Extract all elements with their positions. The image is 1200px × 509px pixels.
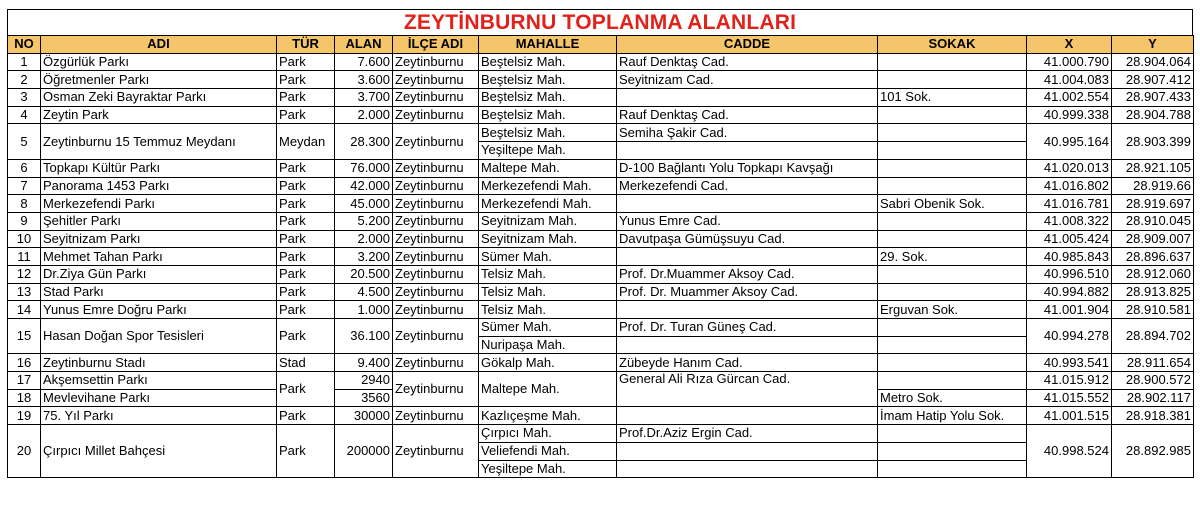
- cell-mahalle: Çırpıcı Mah.: [479, 425, 617, 443]
- cell-mahalle: Yeşiltepe Mah.: [479, 142, 617, 160]
- cell-sokak: [878, 442, 1027, 460]
- cell-adi: Yunus Emre Doğru Parkı: [41, 301, 277, 319]
- cell-adi: Mehmet Tahan Parkı: [41, 248, 277, 266]
- cell-mahalle: Merkezefendi Mah.: [479, 195, 617, 213]
- table-row: [8, 354, 1194, 372]
- table-row: [8, 319, 1194, 337]
- cell-y: 28.903.399: [1112, 124, 1194, 159]
- cell-sokak: Metro Sok.: [878, 389, 1027, 407]
- cell-tur: Meydan: [277, 124, 335, 159]
- cell-alan: 4.500: [335, 283, 393, 301]
- cell-no: 12: [8, 265, 41, 283]
- cell-tur: Park: [277, 159, 335, 177]
- cell-sokak: [878, 265, 1027, 283]
- cell-sokak: [878, 372, 1027, 390]
- cell-x: 41.004.083: [1027, 71, 1112, 89]
- cell-no: 10: [8, 230, 41, 248]
- cell-cadde: [617, 195, 878, 213]
- cell-no: 15: [8, 319, 41, 354]
- cell-tur: Park: [277, 212, 335, 230]
- col-header-adi: ADI: [41, 36, 277, 54]
- cell-tur: Park: [277, 425, 335, 478]
- cell-sokak: [878, 53, 1027, 71]
- cell-tur: Park: [277, 230, 335, 248]
- cell-x: 41.001.515: [1027, 407, 1112, 425]
- cell-sokak: [878, 142, 1027, 160]
- cell-x: 41.002.554: [1027, 89, 1112, 107]
- cell-no: 3: [8, 89, 41, 107]
- col-header-no: NO: [8, 36, 41, 54]
- cell-adi: 75. Yıl Parkı: [41, 407, 277, 425]
- cell-alan: 42.000: [335, 177, 393, 195]
- cell-no: 14: [8, 301, 41, 319]
- cell-alan: 2940: [335, 372, 393, 390]
- cell-tur: Park: [277, 177, 335, 195]
- col-header-ilce: İLÇE ADI: [393, 36, 479, 54]
- cell-tur: Park: [277, 248, 335, 266]
- cell-ilce: Zeytinburnu: [393, 195, 479, 213]
- cell-x: 40.993.541: [1027, 354, 1112, 372]
- cell-cadde: Prof. Dr. Turan Güneş Cad.: [617, 319, 878, 337]
- cell-x: 41.020.013: [1027, 159, 1112, 177]
- cell-ilce: Zeytinburnu: [393, 124, 479, 159]
- cell-ilce: Zeytinburnu: [393, 425, 479, 478]
- cell-tur: Park: [277, 407, 335, 425]
- cell-y: 28.902.117: [1112, 389, 1194, 407]
- table-row: [8, 177, 1194, 195]
- cell-alan: 36.100: [335, 319, 393, 354]
- cell-ilce: Zeytinburnu: [393, 265, 479, 283]
- cell-cadde: Zübeyde Hanım Cad.: [617, 354, 878, 372]
- cell-ilce: Zeytinburnu: [393, 212, 479, 230]
- table-row: [8, 230, 1194, 248]
- table-row: [8, 425, 1194, 443]
- cell-alan: 9.400: [335, 354, 393, 372]
- cell-no: 18: [8, 389, 41, 407]
- cell-no: 6: [8, 159, 41, 177]
- cell-sokak: [878, 460, 1027, 478]
- col-header-cadde: CADDE: [617, 36, 878, 54]
- cell-no: 13: [8, 283, 41, 301]
- cell-mahalle: Seyitnizam Mah.: [479, 212, 617, 230]
- cell-tur: Park: [277, 301, 335, 319]
- cell-ilce: Zeytinburnu: [393, 301, 479, 319]
- cell-mahalle: Beştelsiz Mah.: [479, 71, 617, 89]
- table-row: [8, 89, 1194, 107]
- cell-y: 28.913.825: [1112, 283, 1194, 301]
- cell-adi: Öğretmenler Parkı: [41, 71, 277, 89]
- cell-alan: 45.000: [335, 195, 393, 213]
- cell-sokak: 29. Sok.: [878, 248, 1027, 266]
- cell-no: 5: [8, 124, 41, 159]
- cell-tur: Park: [277, 71, 335, 89]
- cell-sokak: [878, 106, 1027, 124]
- table-row: [8, 195, 1194, 213]
- header-row: [8, 36, 1194, 54]
- table-row: [8, 53, 1194, 71]
- cell-adi: Zeytin Park: [41, 106, 277, 124]
- cell-alan: 200000: [335, 425, 393, 478]
- cell-cadde: Seyitnizam Cad.: [617, 71, 878, 89]
- cell-adi: Osman Zeki Bayraktar Parkı: [41, 89, 277, 107]
- cell-ilce: Zeytinburnu: [393, 106, 479, 124]
- cell-y: 28.892.985: [1112, 425, 1194, 478]
- cell-mahalle: Veliefendi Mah.: [479, 442, 617, 460]
- cell-sokak: [878, 212, 1027, 230]
- cell-y: 28.919.697: [1112, 195, 1194, 213]
- cell-mahalle: Telsiz Mah.: [479, 283, 617, 301]
- cell-sokak: Erguvan Sok.: [878, 301, 1027, 319]
- cell-no: 20: [8, 425, 41, 478]
- table-row: [8, 212, 1194, 230]
- cell-mahalle: Sümer Mah.: [479, 319, 617, 337]
- cell-sokak: [878, 177, 1027, 195]
- cell-cadde: [617, 301, 878, 319]
- cell-mahalle: Telsiz Mah.: [479, 301, 617, 319]
- cell-no: 11: [8, 248, 41, 266]
- cell-ilce: Zeytinburnu: [393, 71, 479, 89]
- table-row: [8, 248, 1194, 266]
- cell-tur: Park: [277, 195, 335, 213]
- cell-alan: 30000: [335, 407, 393, 425]
- cell-mahalle: Beştelsiz Mah.: [479, 53, 617, 71]
- cell-tur: Park: [277, 89, 335, 107]
- cell-ilce: Zeytinburnu: [393, 159, 479, 177]
- cell-x: 41.008.322: [1027, 212, 1112, 230]
- cell-no: 19: [8, 407, 41, 425]
- cell-alan: 1.000: [335, 301, 393, 319]
- cell-no: 4: [8, 106, 41, 124]
- cell-mahalle: Merkezefendi Mah.: [479, 177, 617, 195]
- cell-y: 28.896.637: [1112, 248, 1194, 266]
- cell-y: 28.909.007: [1112, 230, 1194, 248]
- cell-adi: Zeytinburnu Stadı: [41, 354, 277, 372]
- cell-x: 40.995.164: [1027, 124, 1112, 159]
- cell-mahalle: Gökalp Mah.: [479, 354, 617, 372]
- cell-tur: Park: [277, 106, 335, 124]
- cell-cadde: Prof. Dr. Muammer Aksoy Cad.: [617, 283, 878, 301]
- cell-cadde: Semiha Şakir Cad.: [617, 124, 878, 142]
- cell-no: 9: [8, 212, 41, 230]
- cell-sokak: [878, 124, 1027, 142]
- cell-y: 28.904.788: [1112, 106, 1194, 124]
- table-row: [8, 106, 1194, 124]
- cell-adi: Hasan Doğan Spor Tesisleri: [41, 319, 277, 354]
- cell-mahalle: Nuripaşa Mah.: [479, 336, 617, 354]
- col-header-sokak: SOKAK: [878, 36, 1027, 54]
- cell-sokak: [878, 159, 1027, 177]
- cell-sokak: İmam Hatip Yolu Sok.: [878, 407, 1027, 425]
- cell-cadde: [617, 89, 878, 107]
- cell-sokak: [878, 425, 1027, 443]
- page-title: ZEYTİNBURNU TOPLANMA ALANLARI: [7, 9, 1193, 35]
- cell-cadde: [617, 248, 878, 266]
- cell-alan: 3560: [335, 389, 393, 407]
- cell-sokak: [878, 336, 1027, 354]
- cell-adi: Panorama 1453 Parkı: [41, 177, 277, 195]
- cell-sokak: [878, 230, 1027, 248]
- cell-alan: 5.200: [335, 212, 393, 230]
- cell-ilce: Zeytinburnu: [393, 319, 479, 354]
- cell-tur: Park: [277, 265, 335, 283]
- cell-adi: Çırpıcı Millet Bahçesi: [41, 425, 277, 478]
- cell-cadde: [617, 442, 878, 460]
- cell-no: 2: [8, 71, 41, 89]
- table-row: [8, 159, 1194, 177]
- cell-cadde: [617, 336, 878, 354]
- cell-mahalle: Beştelsiz Mah.: [479, 124, 617, 142]
- cell-alan: 2.000: [335, 230, 393, 248]
- cell-y: 28.910.581: [1112, 301, 1194, 319]
- cell-adi: Merkezefendi Parkı: [41, 195, 277, 213]
- cell-mahalle: Sümer Mah.: [479, 248, 617, 266]
- cell-no: 8: [8, 195, 41, 213]
- cell-mahalle: Seyitnizam Mah.: [479, 230, 617, 248]
- col-header-alan: ALAN: [335, 36, 393, 54]
- table-body: [8, 53, 1194, 478]
- cell-no: 17: [8, 372, 41, 390]
- cell-cadde: [617, 460, 878, 478]
- cell-sokak: [878, 354, 1027, 372]
- cell-adi: Akşemsettin Parkı: [41, 372, 277, 390]
- cell-ilce: Zeytinburnu: [393, 248, 479, 266]
- cell-cadde: D-100 Bağlantı Yolu Topkapı Kavşağı: [617, 159, 878, 177]
- cell-ilce: Zeytinburnu: [393, 407, 479, 425]
- cell-mahalle: Kazlıçeşme Mah.: [479, 407, 617, 425]
- cell-cadde: Prof.Dr.Aziz Ergin Cad.: [617, 425, 878, 443]
- cell-ilce: Zeytinburnu: [393, 372, 479, 407]
- cell-y: 28.919.66: [1112, 177, 1194, 195]
- cell-x: 40.996.510: [1027, 265, 1112, 283]
- cell-adi: Özgürlük Parkı: [41, 53, 277, 71]
- cell-cadde: Merkezefendi Cad.: [617, 177, 878, 195]
- cell-sokak: [878, 319, 1027, 337]
- col-header-tur: TÜR: [277, 36, 335, 54]
- cell-y: 28.911.654: [1112, 354, 1194, 372]
- cell-y: 28.910.045: [1112, 212, 1194, 230]
- cell-ilce: Zeytinburnu: [393, 177, 479, 195]
- cell-adi: Şehitler Parkı: [41, 212, 277, 230]
- table-row: [8, 283, 1194, 301]
- cell-tur: Park: [277, 372, 335, 407]
- cell-ilce: Zeytinburnu: [393, 354, 479, 372]
- cell-mahalle: Yeşiltepe Mah.: [479, 460, 617, 478]
- cell-x: 41.015.552: [1027, 389, 1112, 407]
- cell-cadde: [617, 142, 878, 160]
- cell-tur: Park: [277, 53, 335, 71]
- cell-sokak: [878, 283, 1027, 301]
- cell-no: 7: [8, 177, 41, 195]
- cell-alan: 3.600: [335, 71, 393, 89]
- cell-tur: Stad: [277, 354, 335, 372]
- cell-x: 41.001.904: [1027, 301, 1112, 319]
- cell-cadde: Rauf Denktaş Cad.: [617, 53, 878, 71]
- table-row: [8, 372, 1194, 390]
- cell-no: 16: [8, 354, 41, 372]
- cell-mahalle: Beştelsiz Mah.: [479, 106, 617, 124]
- col-header-mahalle: MAHALLE: [479, 36, 617, 54]
- cell-y: 28.900.572: [1112, 372, 1194, 390]
- cell-ilce: Zeytinburnu: [393, 283, 479, 301]
- table-row: [8, 265, 1194, 283]
- cell-adi: Stad Parkı: [41, 283, 277, 301]
- cell-y: 28.907.412: [1112, 71, 1194, 89]
- cell-x: 40.994.882: [1027, 283, 1112, 301]
- table-row: [8, 71, 1194, 89]
- cell-y: 28.894.702: [1112, 319, 1194, 354]
- cell-mahalle: Telsiz Mah.: [479, 265, 617, 283]
- cell-x: 41.000.790: [1027, 53, 1112, 71]
- cell-cadde: [617, 407, 878, 425]
- cell-adi: Dr.Ziya Gün Parkı: [41, 265, 277, 283]
- cell-sokak: 101 Sok.: [878, 89, 1027, 107]
- cell-x: 40.985.843: [1027, 248, 1112, 266]
- cell-cadde: General Ali Rıza Gürcan Cad.: [617, 372, 878, 407]
- table-row: [8, 301, 1194, 319]
- cell-ilce: Zeytinburnu: [393, 230, 479, 248]
- cell-cadde: Davutpaşa Gümüşsuyu Cad.: [617, 230, 878, 248]
- col-header-y: Y: [1112, 36, 1194, 54]
- cell-no: 1: [8, 53, 41, 71]
- cell-alan: 7.600: [335, 53, 393, 71]
- cell-ilce: Zeytinburnu: [393, 53, 479, 71]
- cell-y: 28.912.060: [1112, 265, 1194, 283]
- cell-sokak: [878, 71, 1027, 89]
- cell-x: 40.999.338: [1027, 106, 1112, 124]
- cell-adi: Seyitnizam Parkı: [41, 230, 277, 248]
- assembly-areas-table: [7, 35, 1194, 478]
- cell-tur: Park: [277, 319, 335, 354]
- cell-y: 28.918.381: [1112, 407, 1194, 425]
- cell-adi: Zeytinburnu 15 Temmuz Meydanı: [41, 124, 277, 159]
- cell-x: 41.016.802: [1027, 177, 1112, 195]
- cell-cadde: Rauf Denktaş Cad.: [617, 106, 878, 124]
- table-row: [8, 407, 1194, 425]
- cell-x: 41.005.424: [1027, 230, 1112, 248]
- cell-alan: 2.000: [335, 106, 393, 124]
- cell-cadde: Prof. Dr.Muammer Aksoy Cad.: [617, 265, 878, 283]
- cell-adi: Mevlevihane Parkı: [41, 389, 277, 407]
- cell-x: 40.994.278: [1027, 319, 1112, 354]
- cell-mahalle: Maltepe Mah.: [479, 372, 617, 407]
- table-row: [8, 124, 1194, 142]
- cell-x: 40.998.524: [1027, 425, 1112, 478]
- cell-cadde: Yunus Emre Cad.: [617, 212, 878, 230]
- cell-y: 28.907.433: [1112, 89, 1194, 107]
- cell-ilce: Zeytinburnu: [393, 89, 479, 107]
- cell-x: 41.016.781: [1027, 195, 1112, 213]
- sheet: [7, 9, 1193, 478]
- cell-alan: 76.000: [335, 159, 393, 177]
- cell-sokak: Sabri Obenik Sok.: [878, 195, 1027, 213]
- cell-alan: 20.500: [335, 265, 393, 283]
- cell-alan: 3.700: [335, 89, 393, 107]
- cell-y: 28.921.105: [1112, 159, 1194, 177]
- cell-tur: Park: [277, 283, 335, 301]
- cell-mahalle: Beştelsiz Mah.: [479, 89, 617, 107]
- cell-mahalle: Maltepe Mah.: [479, 159, 617, 177]
- cell-alan: 3.200: [335, 248, 393, 266]
- cell-adi: Topkapı Kültür Parkı: [41, 159, 277, 177]
- cell-x: 41.015.912: [1027, 372, 1112, 390]
- col-header-x: X: [1027, 36, 1112, 54]
- cell-y: 28.904.064: [1112, 53, 1194, 71]
- cell-alan: 28.300: [335, 124, 393, 159]
